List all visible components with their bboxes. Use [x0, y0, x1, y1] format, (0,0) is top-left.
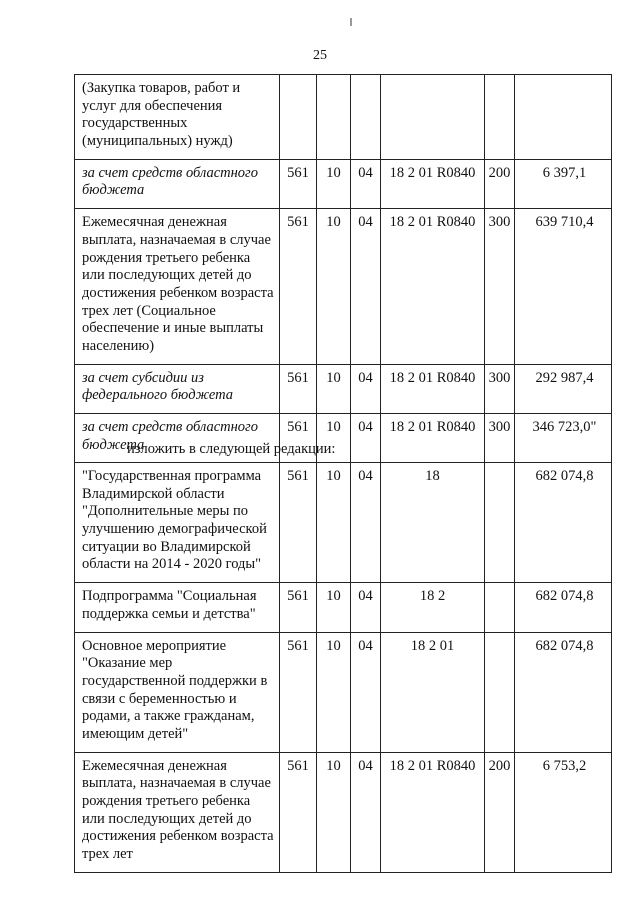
cell-expense-type: 300: [485, 364, 515, 413]
cell-subsection: 04: [351, 364, 381, 413]
table-row: [75, 463, 612, 583]
cell-name: Основное мероприятие "Оказание мер государственной поддержки в связи с беременностью и родами, а также гражданам, имеющим детей": [75, 632, 280, 752]
cell-amount: 6 753,2: [515, 752, 612, 872]
cell-grbs: 561: [280, 463, 317, 583]
cell-section: 10: [317, 752, 351, 872]
cell-target-article: 18 2 01: [381, 632, 485, 752]
cell-section: 10: [317, 159, 351, 208]
cell-name: за счет средств областного бюджета: [75, 414, 280, 463]
cell-subsection: 04: [351, 414, 381, 463]
table-row: [75, 75, 612, 160]
cell-subsection: 04: [351, 209, 381, 365]
cell-expense-type: [485, 583, 515, 632]
cell-name: за счет средств областного бюджета: [75, 159, 280, 208]
cell-name: Подпрограмма "Социальная поддержка семьи и детства": [75, 583, 280, 632]
cell-grbs: 561: [280, 364, 317, 413]
cell-subsection: 04: [351, 632, 381, 752]
cell-target-article: 18 2 01 R0840: [381, 364, 485, 413]
cell-expense-type: [485, 463, 515, 583]
cell-section: [317, 75, 351, 160]
cell-amount: 682 074,8: [515, 632, 612, 752]
cell-target-article: 18 2: [381, 583, 485, 632]
cell-amount: 6 397,1: [515, 159, 612, 208]
cell-amount: 682 074,8: [515, 583, 612, 632]
cell-expense-type: 200: [485, 752, 515, 872]
cell-grbs: 561: [280, 209, 317, 365]
cell-target-article: 18 2 01 R0840: [381, 159, 485, 208]
cell-section: 10: [317, 632, 351, 752]
cell-target-article: 18: [381, 463, 485, 583]
table-row: [75, 159, 612, 208]
cell-target-article: 18 2 01 R0840: [381, 209, 485, 365]
cell-name: "Государственная программа Владимирской области "Дополнительные меры по улучшению демографической ситуации во Владимирской области на 2014 - 2020 годы": [75, 463, 280, 583]
scan-mark: [350, 18, 352, 26]
table-row: [75, 583, 612, 632]
table-row: [75, 632, 612, 752]
cell-amount: 639 710,4: [515, 209, 612, 365]
instruction-text: изложить в следующей редакции:: [127, 441, 336, 457]
cell-subsection: 04: [351, 583, 381, 632]
cell-subsection: [351, 75, 381, 160]
cell-subsection: 04: [351, 463, 381, 583]
cell-target-article: [381, 75, 485, 160]
cell-target-article: 18 2 01 R0840: [381, 752, 485, 872]
table-row: [75, 752, 612, 872]
cell-amount: 346 723,0": [515, 414, 612, 463]
table-row: [75, 364, 612, 413]
cell-amount: 292 987,4: [515, 364, 612, 413]
cell-section: 10: [317, 583, 351, 632]
cell-section: 10: [317, 463, 351, 583]
cell-name: Ежемесячная денежная выплата, назначаемая в случае рождения третьего ребенка или последующих детей до достижения ребенком возраста трех лет: [75, 752, 280, 872]
cell-subsection: 04: [351, 752, 381, 872]
cell-amount: 682 074,8: [515, 463, 612, 583]
cell-expense-type: [485, 632, 515, 752]
cell-name: (Закупка товаров, работ и услуг для обеспечения государственных (муниципальных) нужд): [75, 75, 280, 160]
page-number: 25: [313, 48, 327, 63]
cell-grbs: 561: [280, 414, 317, 463]
cell-target-article: 18 2 01 R0840: [381, 414, 485, 463]
cell-grbs: 561: [280, 583, 317, 632]
cell-subsection: 04: [351, 159, 381, 208]
cell-grbs: [280, 75, 317, 160]
cell-name: за счет субсидии из федерального бюджета: [75, 364, 280, 413]
cell-section: 10: [317, 209, 351, 365]
budget-table-top: [74, 74, 612, 463]
cell-expense-type: 300: [485, 414, 515, 463]
cell-expense-type: 200: [485, 159, 515, 208]
cell-section: 10: [317, 364, 351, 413]
cell-amount: [515, 75, 612, 160]
cell-grbs: 561: [280, 632, 317, 752]
table-row: [75, 209, 612, 365]
cell-grbs: 561: [280, 752, 317, 872]
budget-table-bottom: [74, 462, 612, 873]
cell-expense-type: [485, 75, 515, 160]
cell-section: 10: [317, 414, 351, 463]
cell-grbs: 561: [280, 159, 317, 208]
cell-expense-type: 300: [485, 209, 515, 365]
cell-name: Ежемесячная денежная выплата, назначаемая в случае рождения третьего ребенка или последующих детей до достижения ребенком возраста трех лет (Социальное обеспечение и иные выплаты населению): [75, 209, 280, 365]
